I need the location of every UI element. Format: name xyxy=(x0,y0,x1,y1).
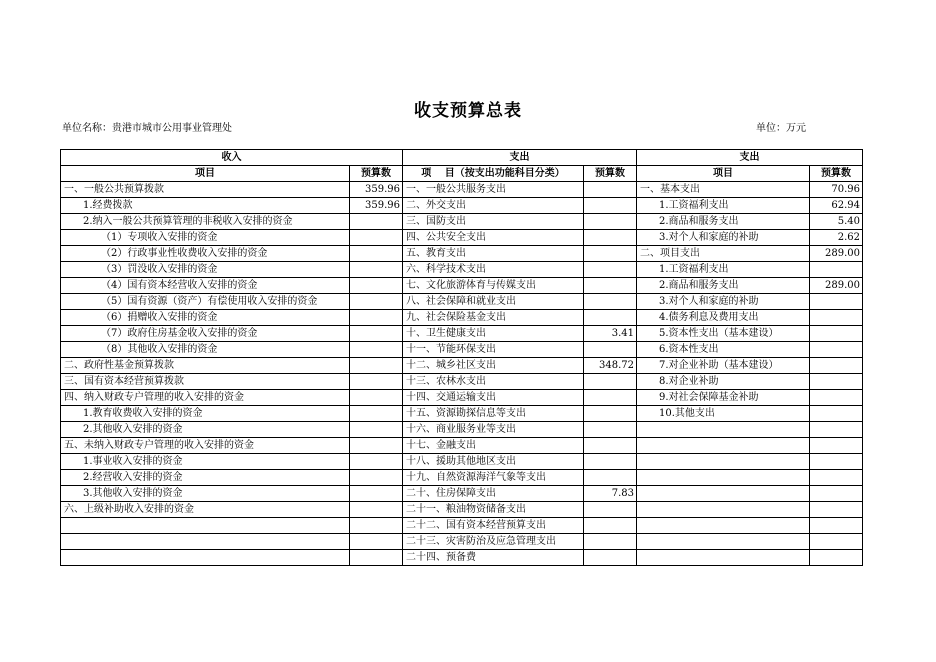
expense-function-budget xyxy=(584,470,637,486)
budget-header-3: 预算数 xyxy=(810,166,863,182)
table-header-row-1 xyxy=(61,150,863,166)
expense-function-item: 十六、商业服务业等支出 xyxy=(403,422,584,438)
income-budget xyxy=(350,262,403,278)
income-budget xyxy=(350,214,403,230)
table-row xyxy=(61,198,863,214)
expense-economic-budget xyxy=(810,390,863,406)
expense-function-item: 十五、资源勘探信息等支出 xyxy=(403,406,584,422)
expense-function-item: 六、科学技术支出 xyxy=(403,262,584,278)
income-item: （4）国有资本经营收入安排的资金 xyxy=(61,278,350,294)
expense-function-item: 十二、城乡社区支出 xyxy=(403,358,584,374)
income-budget xyxy=(350,422,403,438)
income-item: 四、纳入财政专户管理的收入安排的资金 xyxy=(61,390,350,406)
budget-header-2: 预算数 xyxy=(584,166,637,182)
expense-function-item: 二十二、国有资本经营预算支出 xyxy=(403,518,584,534)
income-budget xyxy=(350,534,403,550)
income-item: （7）政府住房基金收入安排的资金 xyxy=(61,326,350,342)
expense-economic-budget xyxy=(810,326,863,342)
expense-economic-budget xyxy=(810,454,863,470)
income-budget xyxy=(350,230,403,246)
item-header: 项目 xyxy=(61,166,350,182)
expense-economic-item: 1.工资福利支出 xyxy=(637,262,810,278)
expense-economic-item xyxy=(637,518,810,534)
table-row xyxy=(61,422,863,438)
expense-function-budget xyxy=(584,198,637,214)
income-item: （8）其他收入安排的资金 xyxy=(61,342,350,358)
expense-function-budget xyxy=(584,518,637,534)
expense-function-budget xyxy=(584,262,637,278)
expense-function-budget: 348.72 xyxy=(584,358,637,374)
table-row xyxy=(61,182,863,198)
expense-function-item: 八、社会保障和就业支出 xyxy=(403,294,584,310)
income-item: 三、国有资本经营预算拨款 xyxy=(61,374,350,390)
expense-function-budget xyxy=(584,294,637,310)
income-budget xyxy=(350,454,403,470)
expense-economic-budget xyxy=(810,294,863,310)
expense-function-item: 十九、自然资源海洋气象等支出 xyxy=(403,470,584,486)
expense-function-item: 十七、金融支出 xyxy=(403,438,584,454)
expense-function-budget xyxy=(584,550,637,566)
income-budget: 359.96 xyxy=(350,198,403,214)
income-item: 2.纳入一般公共预算管理的非税收入安排的资金 xyxy=(61,214,350,230)
income-item: 2.其他收入安排的资金 xyxy=(61,422,350,438)
expense-economic-item xyxy=(637,454,810,470)
expense-function-budget xyxy=(584,374,637,390)
income-item xyxy=(61,534,350,550)
table-row xyxy=(61,310,863,326)
expense-economic-budget xyxy=(810,438,863,454)
income-item: 1.教育收费收入安排的资金 xyxy=(61,406,350,422)
table-row xyxy=(61,374,863,390)
income-budget xyxy=(350,390,403,406)
expense-economic-item: 二、项目支出 xyxy=(637,246,810,262)
expense-economic-budget xyxy=(810,374,863,390)
budget-header: 预算数 xyxy=(350,166,403,182)
expense-economic-budget xyxy=(810,470,863,486)
expense-economic-item xyxy=(637,550,810,566)
expense-function-budget xyxy=(584,342,637,358)
expense-function-budget xyxy=(584,310,637,326)
page-title: 收支预算总表 xyxy=(414,101,522,121)
expense-function-item: 三、国防支出 xyxy=(403,214,584,230)
income-budget xyxy=(350,278,403,294)
income-budget xyxy=(350,326,403,342)
expense-economic-item: 5.资本性支出（基本建设） xyxy=(637,326,810,342)
table-row xyxy=(61,550,863,566)
income-item: 1.事业收入安排的资金 xyxy=(61,454,350,470)
expense-function-item: 二十三、灾害防治及应急管理支出 xyxy=(403,534,584,550)
expense-economic-item: 6.资本性支出 xyxy=(637,342,810,358)
expense-function-item: 二十四、预备费 xyxy=(403,550,584,566)
table-row xyxy=(61,214,863,230)
expense-economic-budget xyxy=(810,518,863,534)
table-row xyxy=(61,326,863,342)
table-row xyxy=(61,294,863,310)
table-row xyxy=(61,438,863,454)
expense-function-item: 二十一、粮油物资储备支出 xyxy=(403,502,584,518)
expense-economic-item: 1.工资福利支出 xyxy=(637,198,810,214)
expense-economic-budget: 70.96 xyxy=(810,182,863,198)
expense-economic-item xyxy=(637,486,810,502)
expense-function-header: 支出 xyxy=(403,150,637,166)
income-header: 收入 xyxy=(61,150,403,166)
expense-economic-budget xyxy=(810,422,863,438)
expense-function-item: 五、教育支出 xyxy=(403,246,584,262)
expense-economic-item: 2.商品和服务支出 xyxy=(637,214,810,230)
expense-economic-budget xyxy=(810,310,863,326)
table-row xyxy=(61,230,863,246)
expense-economic-item xyxy=(637,470,810,486)
income-budget xyxy=(350,342,403,358)
expense-function-item: 七、文化旅游体育与传媒支出 xyxy=(403,278,584,294)
expense-economic-item: 8.对企业补助 xyxy=(637,374,810,390)
expense-economic-budget xyxy=(810,262,863,278)
expense-economic-budget: 5.40 xyxy=(810,214,863,230)
income-item: 2.经营收入安排的资金 xyxy=(61,470,350,486)
expense-economic-budget: 289.00 xyxy=(810,246,863,262)
income-budget xyxy=(350,470,403,486)
expense-function-budget xyxy=(584,214,637,230)
income-budget xyxy=(350,358,403,374)
income-item: （6）捐赠收入安排的资金 xyxy=(61,310,350,326)
table-row xyxy=(61,342,863,358)
income-budget xyxy=(350,246,403,262)
income-budget xyxy=(350,550,403,566)
table-row xyxy=(61,502,863,518)
expense-economic-item: 3.对个人和家庭的补助 xyxy=(637,230,810,246)
income-budget xyxy=(350,374,403,390)
income-item: 3.其他收入安排的资金 xyxy=(61,486,350,502)
expense-function-budget xyxy=(584,502,637,518)
expense-economic-header: 支出 xyxy=(637,150,863,166)
expense-economic-budget xyxy=(810,550,863,566)
income-item: （1）专项收入安排的资金 xyxy=(61,230,350,246)
expense-economic-item: 一、基本支出 xyxy=(637,182,810,198)
expense-economic-item: 7.对企业补助（基本建设） xyxy=(637,358,810,374)
income-budget xyxy=(350,502,403,518)
expense-economic-item xyxy=(637,534,810,550)
expense-economic-item xyxy=(637,502,810,518)
unit-label: 单位：万元 xyxy=(756,123,806,134)
table-row xyxy=(61,486,863,502)
expense-economic-budget: 2.62 xyxy=(810,230,863,246)
expense-function-item: 十、卫生健康支出 xyxy=(403,326,584,342)
table-row xyxy=(61,246,863,262)
income-budget xyxy=(350,486,403,502)
expense-function-item: 二十、住房保障支出 xyxy=(403,486,584,502)
expense-function-budget: 3.41 xyxy=(584,326,637,342)
expense-function-item: 十三、农林水支出 xyxy=(403,374,584,390)
table-row xyxy=(61,454,863,470)
income-budget xyxy=(350,406,403,422)
expense-economic-budget xyxy=(810,358,863,374)
table-row xyxy=(61,262,863,278)
table-row xyxy=(61,358,863,374)
expense-economic-budget xyxy=(810,342,863,358)
expense-function-budget xyxy=(584,454,637,470)
expense-function-item: 四、公共安全支出 xyxy=(403,230,584,246)
expense-function-budget xyxy=(584,422,637,438)
expense-economic-item: 9.对社会保障基金补助 xyxy=(637,390,810,406)
expense-function-budget xyxy=(584,246,637,262)
table-row xyxy=(61,390,863,406)
table-row xyxy=(61,470,863,486)
expense-economic-budget xyxy=(810,502,863,518)
expense-function-budget xyxy=(584,438,637,454)
expense-function-budget xyxy=(584,390,637,406)
expense-economic-item: 10.其他支出 xyxy=(637,406,810,422)
func-item-header: 项 目（按支出功能科目分类） xyxy=(403,166,584,182)
income-budget xyxy=(350,518,403,534)
table-row xyxy=(61,518,863,534)
expense-function-budget xyxy=(584,278,637,294)
expense-function-budget xyxy=(584,230,637,246)
expense-function-item: 十一、节能环保支出 xyxy=(403,342,584,358)
income-budget: 359.96 xyxy=(350,182,403,198)
expense-function-budget xyxy=(584,182,637,198)
table-row xyxy=(61,534,863,550)
expense-function-budget: 7.83 xyxy=(584,486,637,502)
expense-function-item: 十八、援助其他地区支出 xyxy=(403,454,584,470)
expense-economic-budget: 289.00 xyxy=(810,278,863,294)
income-budget xyxy=(350,438,403,454)
expense-economic-budget xyxy=(810,486,863,502)
expense-function-budget xyxy=(584,534,637,550)
expense-economic-item: 3.对个人和家庭的补助 xyxy=(637,294,810,310)
income-item: 二、政府性基金预算拨款 xyxy=(61,358,350,374)
expense-economic-item xyxy=(637,438,810,454)
expense-function-budget xyxy=(584,406,637,422)
expense-function-item: 一、一般公共服务支出 xyxy=(403,182,584,198)
income-item: 六、上级补助收入安排的资金 xyxy=(61,502,350,518)
income-budget xyxy=(350,310,403,326)
expense-function-item: 十四、交通运输支出 xyxy=(403,390,584,406)
income-item: （3）罚没收入安排的资金 xyxy=(61,262,350,278)
income-item: （5）国有资源（资产）有偿使用收入安排的资金 xyxy=(61,294,350,310)
expense-function-item: 九、社会保险基金支出 xyxy=(403,310,584,326)
expense-economic-item xyxy=(637,422,810,438)
item-header-3: 项目 xyxy=(637,166,810,182)
expense-economic-item: 4.债务利息及费用支出 xyxy=(637,310,810,326)
income-budget xyxy=(350,294,403,310)
income-item: 1.经费拨款 xyxy=(61,198,350,214)
income-item: （2）行政事业性收费收入安排的资金 xyxy=(61,246,350,262)
unit-name: 单位名称：贵港市城市公用事业管理处 xyxy=(62,123,232,134)
table-row xyxy=(61,406,863,422)
income-item: 五、未纳入财政专户管理的收入安排的资金 xyxy=(61,438,350,454)
budget-table xyxy=(60,149,863,566)
expense-economic-item: 2.商品和服务支出 xyxy=(637,278,810,294)
expense-function-item: 二、外交支出 xyxy=(403,198,584,214)
expense-economic-budget xyxy=(810,406,863,422)
expense-economic-budget xyxy=(810,534,863,550)
income-item: 一、一般公共预算拨款 xyxy=(61,182,350,198)
table-row xyxy=(61,278,863,294)
table-header-row-2 xyxy=(61,166,863,182)
income-item xyxy=(61,518,350,534)
income-item xyxy=(61,550,350,566)
expense-economic-budget: 62.94 xyxy=(810,198,863,214)
